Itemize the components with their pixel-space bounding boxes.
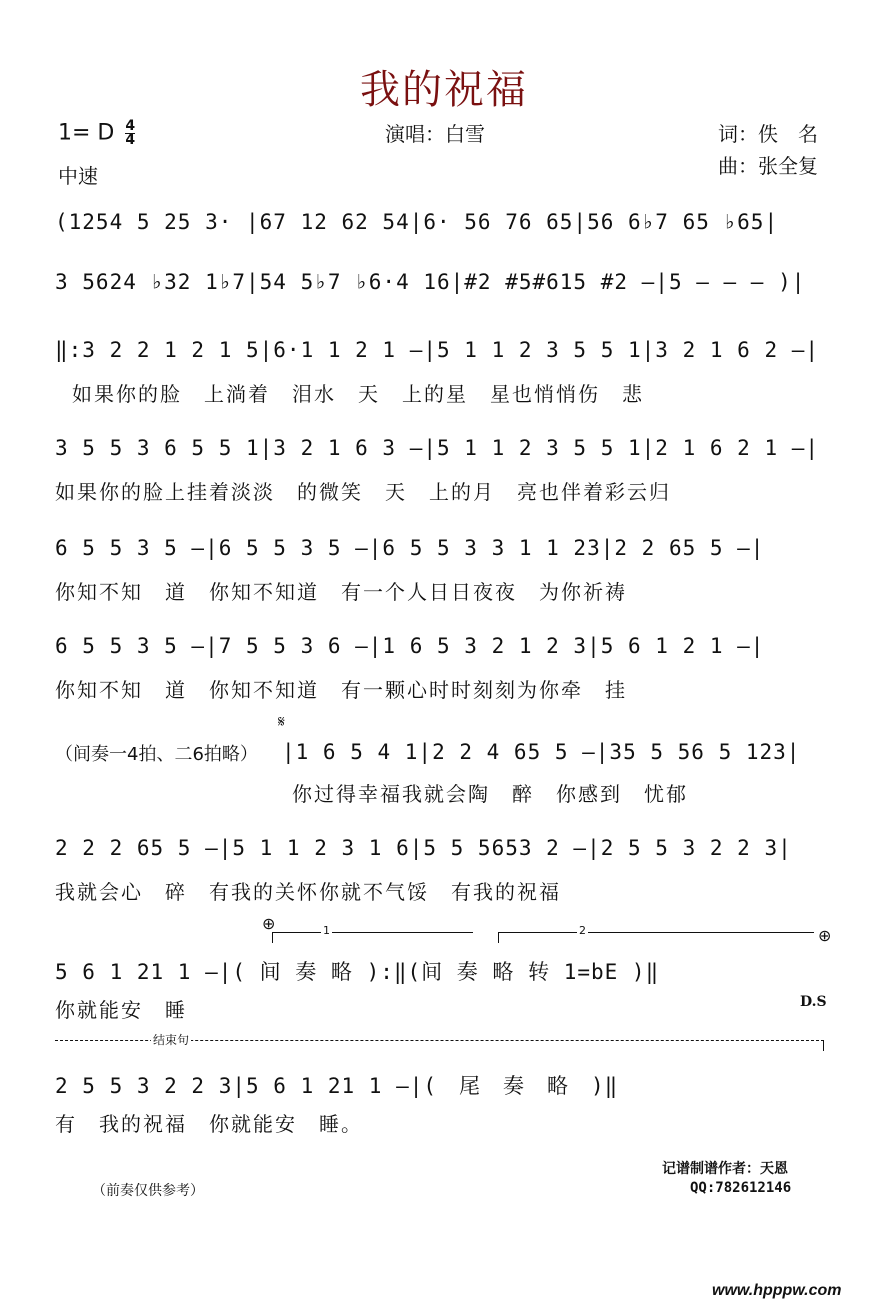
- da-segno: D.S: [800, 994, 827, 1010]
- coda-symbol-1: ⊕: [262, 914, 276, 933]
- singer: 演唱：白雪: [385, 122, 485, 146]
- lyric-row-5: 你知不知 道 你知不知道 有一个人日日夜夜 为你祈祷: [55, 580, 627, 604]
- time-bottom: 4: [125, 132, 136, 148]
- score-row-7: |1 6 5 4 1|2 2 4 65 5 –|35 5 56 5 123|: [282, 740, 801, 764]
- coda-symbol-2: ⊕: [818, 926, 832, 945]
- volta-number-2: 2: [579, 924, 586, 937]
- lyric-row-7: 你过得幸福我就会陶 醉 你感到 忧郁: [292, 782, 688, 806]
- score-row-9: 5 6 1 21 1 –|( 间 奏 略 ):‖(间 奏 略 转 1=bE )‖: [55, 960, 660, 984]
- transcriber-credit: 记谱制谱作者：天恩: [662, 1161, 788, 1177]
- lyricist: 词：佚 名: [718, 122, 818, 146]
- lyric-row-6: 你知不知 道 你知不知道 有一颗心时时刻刻为你牵 挂: [55, 678, 627, 702]
- key-signature: [58, 120, 135, 147]
- interlude-note: （间奏一4拍、二6拍略）: [55, 744, 258, 765]
- website-watermark: www.hpppw.com: [712, 1282, 842, 1299]
- volta-number-1: 1: [323, 924, 330, 937]
- lyric-row-4: 如果你的脸上挂着淡淡 的微笑 天 上的月 亮也伴着彩云归: [55, 480, 671, 504]
- segno-symbol: 𝄋: [278, 712, 285, 731]
- lyric-row-3: 如果你的脸 上淌着 泪水 天 上的星 星也悄悄伤 悲: [72, 382, 644, 406]
- prelude-note: （前奏仅供参考）: [92, 1183, 204, 1199]
- score-row-3: ‖:3 2 2 1 2 1 5|6·1 1 2 1 –|5 1 1 2 3 5 5 1|3 2 1 6 2 –|: [55, 338, 820, 362]
- ending-label: 结束句: [153, 1033, 190, 1047]
- ending-bracket: [55, 1033, 824, 1051]
- time-signature: [125, 120, 135, 147]
- volta-bracket-2: [498, 924, 814, 943]
- qq-number: QQ:782612146: [690, 1180, 792, 1196]
- volta-bracket-1: [272, 924, 473, 943]
- score-row-8: 2 2 2 65 5 –|5 1 1 2 3 1 6|5 5 5653 2 –|2 5 5 3 2 2 3|: [55, 836, 792, 860]
- score-row-1: (1254 5 25 3· |67 12 62 54|6· 56 76 65|56 6♭7 65 ♭65|: [55, 210, 779, 234]
- lyric-row-8: 我就会心 碎 有我的关怀你就不气馁 有我的祝福: [55, 880, 561, 904]
- tempo: 中速: [58, 164, 98, 188]
- score-row-4: 3 5 5 3 6 5 5 1|3 2 1 6 3 –|5 1 1 2 3 5 5 1|2 1 6 2 1 –|: [55, 436, 820, 460]
- score-row-2: 3 5624 ♭32 1♭7|54 5♭7 ♭6·4 16|#2 #5#615 #2 –|5 – – – )|: [55, 270, 806, 294]
- composer: 曲：张全复: [718, 154, 818, 178]
- score-row-6: 6 5 5 3 5 –|7 5 5 3 6 –|1 6 5 3 2 1 2 3|5 6 1 2 1 –|: [55, 634, 765, 658]
- score-row-10: 2 5 5 3 2 2 3|5 6 1 21 1 –|( 尾 奏 略 )‖: [55, 1074, 619, 1098]
- score-row-5: 6 5 5 3 5 –|6 5 5 3 5 –|6 5 5 3 3 1 1 23|2 2 65 5 –|: [55, 536, 765, 560]
- song-title: 我的祝福: [360, 67, 528, 113]
- time-top: 4: [125, 118, 136, 134]
- lyric-row-9: 你就能安 睡: [55, 998, 187, 1022]
- lyric-row-10: 有 我的祝福 你就能安 睡。: [55, 1112, 363, 1136]
- key-label: 1= D: [58, 120, 115, 146]
